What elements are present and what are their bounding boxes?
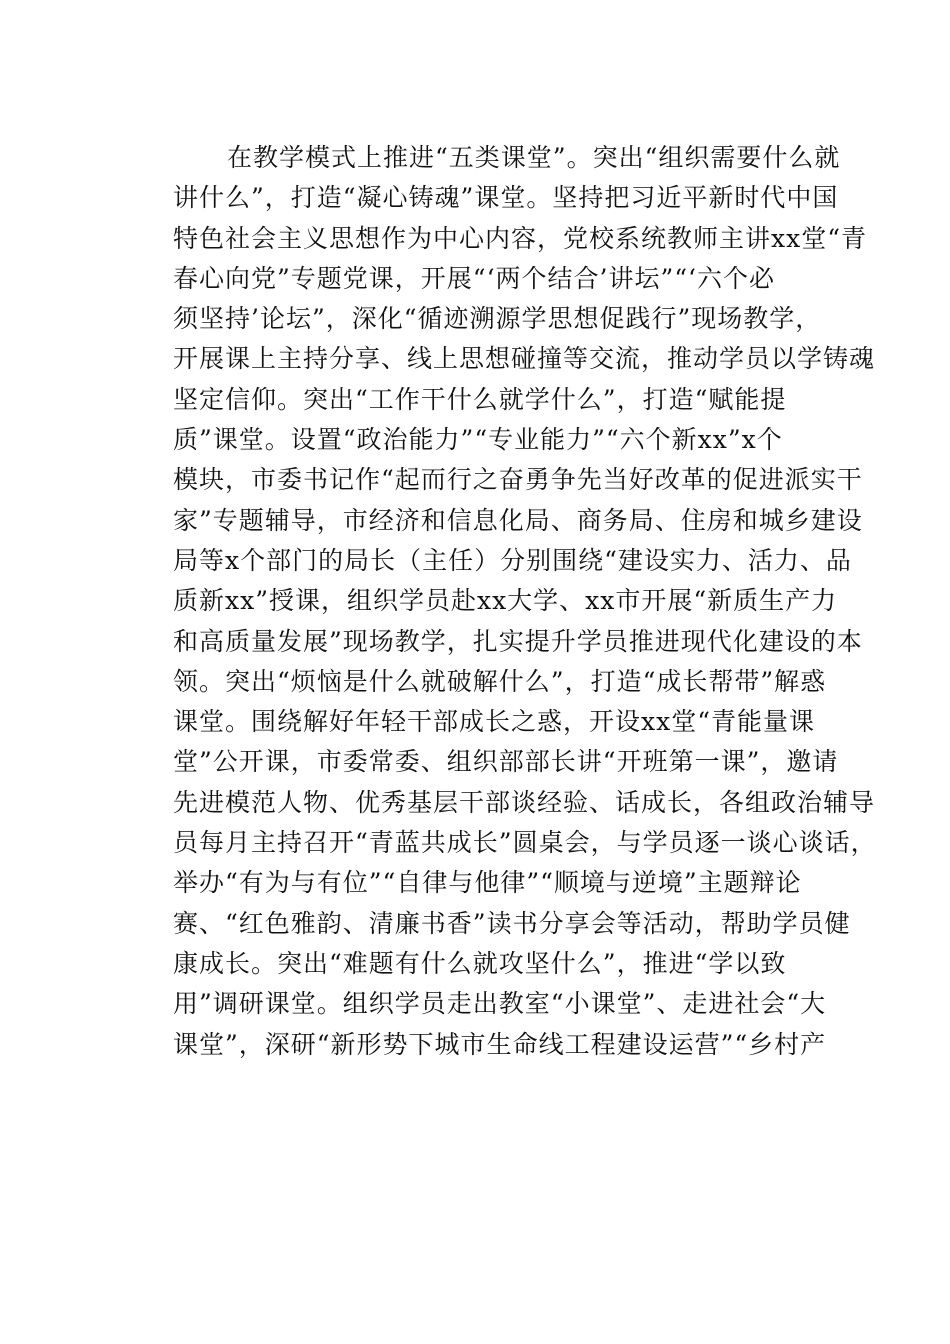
text-line: 举办“有为与有位”“自律与他律”“顺境与逆境”主题辩论 [173, 868, 802, 898]
text-line: 特色社会主义思想作为中心内容，党校系统教师主讲xx堂“青 [173, 223, 867, 253]
text-line: 和高质量发展”现场教学，扎实提升学员推进现代化建设的本 [173, 626, 863, 656]
text-line: 课堂。围绕解好年轻干部成长之惑，开设xx堂“青能量课 [173, 707, 815, 737]
text-line: 领。突出“烦恼是什么就破解什么”，打造“成长帮带”解惑 [173, 666, 827, 696]
text-line: 模块，市委书记作“起而行之奋勇争先当好改革的促进派实干 [173, 465, 863, 495]
text-line: 在教学模式上推进“五类课堂”。突出“组织需要什么就 [175, 143, 841, 172]
text-line: 用”调研课堂。组织学员走出教室“小课堂”、走进社会“大 [173, 989, 827, 1019]
text-line: 春心向党”专题党课，开展“‘两个结合’讲坛”“‘六个必 [173, 263, 775, 293]
text-line: 坚定信仰。突出“工作干什么就学什么”，打造“赋能提 [173, 384, 787, 414]
text-line: 员每月主持召开“青蓝共成长”圆桌会，与学员逐一谈心谈话， [173, 828, 877, 858]
text-line: 堂”公开课，市委常委、组织部部长讲“开班第一课”，邀请 [173, 747, 839, 777]
body-paragraph [173, 138, 877, 1065]
text-line: 康成长。突出“难题有什么就攻坚什么”，推进“学以致 [173, 948, 787, 978]
text-line: 赛、“红色雅韵、清廉书香”读书分享会等活动，帮助学员健 [173, 908, 851, 938]
text-line: 课堂”，深研“新形势下城市生命线工程建设运营”“乡村产 [173, 1029, 827, 1059]
text-line: 开展课上主持分享、线上思想碰撞等交流，推动学员以学铸魂 [173, 344, 876, 374]
text-line: 须坚持’论坛”，深化“循迹溯源学思想促践行”现场教学， [173, 304, 822, 334]
text-line: 质新xx”授课，组织学员赴xx大学、xx市开展“新质生产力 [173, 586, 838, 616]
text-line: 讲什么”，打造“凝心铸魂”课堂。坚持把习近平新时代中国 [173, 183, 839, 213]
text-line: 家”专题辅导，市经济和信息化局、商务局、住房和城乡建设 [173, 505, 863, 535]
text-line: 先进模范人物、优秀基层干部谈经验、话成长，各组政治辅导 [173, 787, 876, 817]
text-line: 质”课堂。设置“政治能力”“专业能力”“六个新xx”x个 [173, 425, 783, 455]
text-line: 局等x个部门的局长（主任）分别围绕“建设实力、活力、品 [173, 545, 852, 575]
